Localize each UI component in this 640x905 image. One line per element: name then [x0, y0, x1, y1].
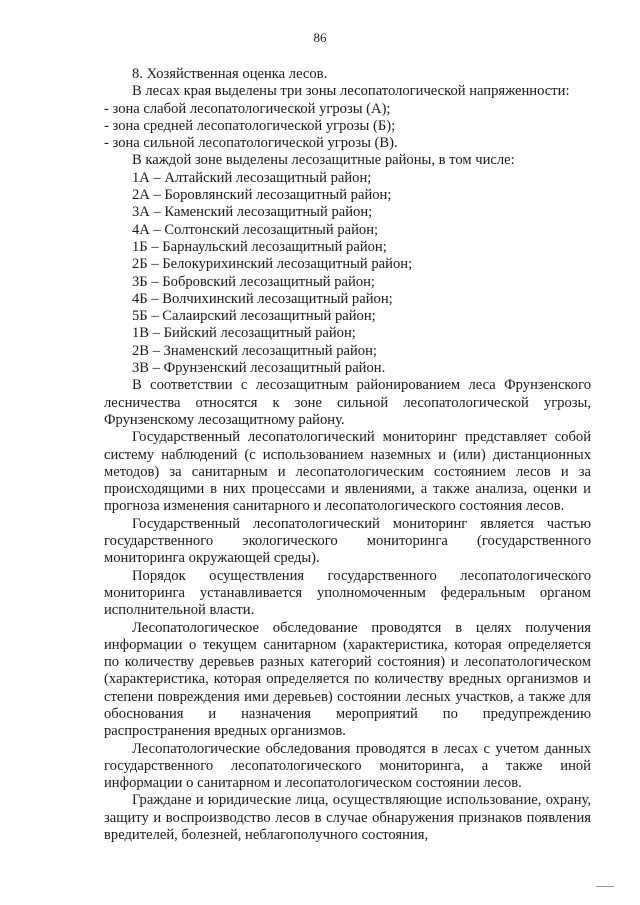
district-item: 2А – Боровлянский лесозащитный район;: [132, 187, 392, 204]
paragraph: Лесопатологические обследования проводятся в лесах с учетом данных государственного лесопатологического мониторинга, а также иной информации о санитарном и лесопатологическом состоянии лесов.: [104, 740, 591, 792]
paragraph: В соответствии с лесозащитным районированием леса Фрунзенского лесничества относятся к зоне сильной лесопатологической угрозы, Фрунзенскому лесозащитному району.: [104, 377, 591, 428]
district-item: 3В – Фрунзенский лесозащитный район.: [132, 360, 386, 377]
paragraph: Государственный лесопатологический мониторинг представляет собой систему наблюдений (с использованием наземных и (или) дистанционных методов) за санитарным и лесопатологическим состоянием лесов и за происходящими в них процессами и явлениями, а также анализа, оценки и прогноза изменения санитарного и лесопатологического состояния лесов.: [104, 429, 591, 515]
paragraph: Порядок осуществления государственного лесопатологического мониторинга устанавливается уполномоченным федеральным органом исполнительной власти.: [104, 567, 591, 619]
zone-item: - зона слабой лесопатологической угрозы (А);: [104, 100, 391, 117]
district-item: 1Б – Барнаульский лесозащитный район;: [132, 238, 387, 255]
page-number: 86: [313, 30, 327, 45]
scan-mark: [596, 886, 614, 887]
district-item: 1В – Бийский лесозащитный район;: [132, 325, 356, 342]
district-item: 5Б – Салаирский лесозащитный район;: [132, 308, 376, 325]
paragraph: Лесопатологическое обследование проводятся в целях получения информации о текущем санитарном (характеристика, которая определяется по количеству деревьев разных категорий состояния) и лесопатологическом (характеристика, которая определяется по количеству вредных организмов и степени повреждения ими деревьев) состоянии лесных участков, а также для обоснования и назначения мероприятий по предупреждению распространения вредных организмов.: [104, 619, 591, 740]
zone-item: - зона сильной лесопатологической угрозы (В).: [104, 135, 398, 152]
zones-intro: В лесах края выделены три зоны лесопатологической напряженности:: [132, 83, 570, 100]
district-item: 1А – Алтайский лесозащитный район;: [132, 169, 372, 186]
document-body: [104, 66, 591, 844]
district-item: 2Б – Белокурихинский лесозащитный район;: [132, 256, 413, 273]
district-item: 4Б – Волчихинский лесозащитный район;: [132, 290, 393, 307]
section-heading: 8. Хозяйственная оценка лесов.: [132, 66, 328, 82]
paragraph: Государственный лесопатологический мониторинг является частью государственного экологического мониторинга (государственного мониторинга окружающей среды).: [104, 515, 591, 567]
district-item: 3Б – Бобровский лесозащитный район;: [132, 273, 375, 290]
paragraph: Граждане и юридические лица, осуществляющие использование, охрану, защиту и воспроизводство лесов в случае обнаружения признаков появления вредителей, болезней, неблагополучного состояния,: [104, 792, 591, 844]
district-item: 4А – Солтонский лесозащитный район;: [132, 221, 379, 238]
districts-intro: В каждой зоне выделены лесозащитные районы, в том числе:: [132, 152, 515, 169]
district-item: 3А – Каменский лесозащитный район;: [132, 204, 373, 221]
district-item: 2В – Знаменский лесозащитный район;: [132, 342, 377, 359]
zone-item: - зона средней лесопатологической угрозы (Б);: [104, 117, 396, 134]
